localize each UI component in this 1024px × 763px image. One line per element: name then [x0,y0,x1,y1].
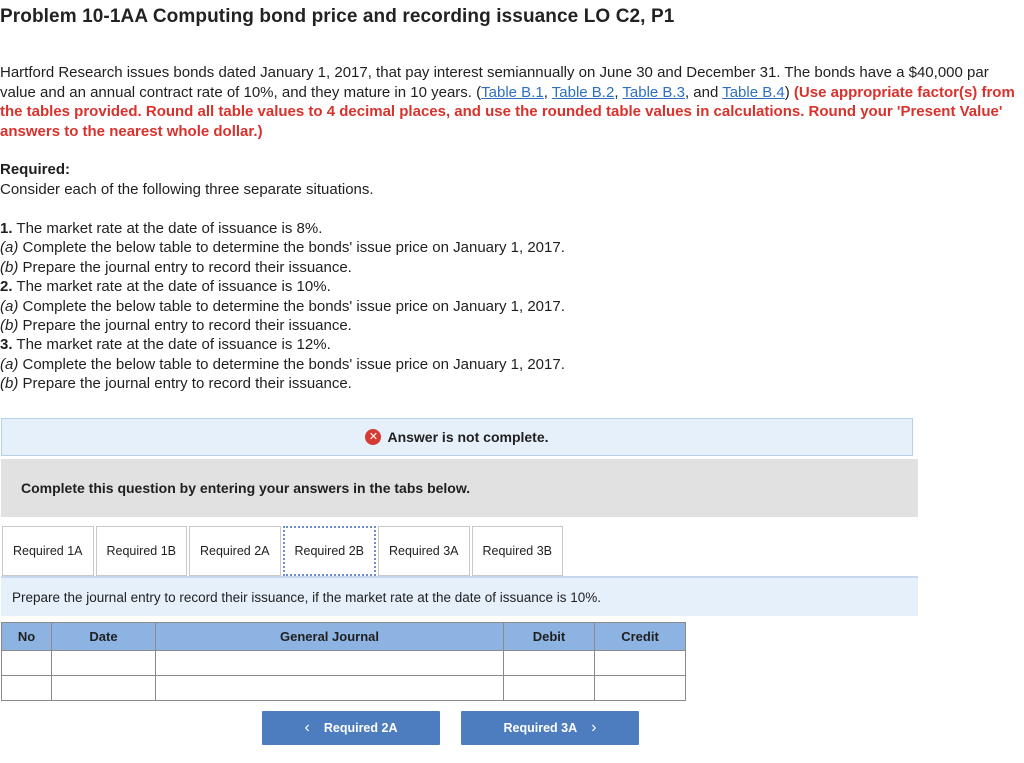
list-item: (a) Complete the below table to determine the bonds' issue price on January 1, 2017. [0,355,565,373]
tab-required-3a[interactable]: Required 3A [378,526,470,576]
table-b1-link[interactable]: Table B.1 [481,83,544,101]
next-required-3a-button[interactable] [461,711,639,745]
list-item: (b) Prepare the journal entry to record their issuance. [0,317,352,335]
column-header-credit: Credit [595,623,686,651]
tab-prompt: Prepare the journal entry to record their issuance, if the market rate at the date of issuance is 10%. [1,578,918,616]
rounding-instructions: (Use appropriate factor(s) from the tables provided. Round all table values to 4 decimal places, and use the rounded table values in calculations. Round your 'Present Value' answers to the nearest whole dollar.) [0,83,1015,140]
journal-header-row [2,623,686,651]
requirement-tabs [2,526,565,576]
list-item: 1. The market rate at the date of issuance is 8%. [0,220,323,237]
list-item: (b) Prepare the journal entry to record their issuance. [0,375,352,393]
list-item: (b) Prepare the journal entry to record their issuance. [0,258,352,276]
table-row [2,676,686,701]
intro-text: Hartford Research issues bonds dated January 1, 2017, that pay interest semiannually on June 30 and December 31. The bonds have a $40,000 par value and an annual contract rate of 10%, and they mature in 10 years. ( [0,64,989,101]
required-heading: Required: [0,161,71,178]
debit-cell[interactable] [504,676,595,701]
table-row [2,651,686,676]
answer-status-banner [1,418,913,456]
tab-required-1a[interactable]: Required 1A [2,526,94,576]
required-subtext: Consider each of the following three separate situations. [0,181,374,198]
tab-required-2b[interactable]: Required 2B [283,526,377,576]
table-b4-link[interactable]: Table B.4 [722,83,785,101]
list-item: 2. The market rate at the date of issuance is 10%. [0,278,331,296]
account-cell[interactable] [156,651,504,676]
credit-cell[interactable] [595,651,686,676]
list-item: (a) Complete the below table to determine the bonds' issue price on January 1, 2017. [0,297,565,315]
tab-required-2a[interactable]: Required 2A [189,526,281,576]
date-cell[interactable] [52,651,156,676]
chevron-left-icon: ‹ [304,719,310,736]
tab-required-3b[interactable]: Required 3B [472,526,564,576]
column-header-date: Date [52,623,156,651]
no-cell[interactable] [2,676,52,701]
list-item: (a) Complete the below table to determine the bonds' issue price on January 1, 2017. [0,239,565,257]
no-cell[interactable] [2,651,52,676]
column-header-debit: Debit [504,623,595,651]
column-header-general-journal: General Journal [156,623,504,651]
debit-cell[interactable] [504,651,595,676]
requirements-list [0,219,565,394]
prev-button-label: Required 2A [323,721,398,735]
next-button-label: Required 3A [503,721,578,735]
account-cell[interactable] [156,676,504,701]
prev-required-2a-button[interactable] [262,711,440,745]
tabs-instruction: Complete this question by entering your answers in the tabs below. [1,459,918,517]
close-circle-icon: ✕ [365,429,381,445]
table-b3-link[interactable]: Table B.3 [622,83,685,101]
tab-required-1b[interactable]: Required 1B [96,526,188,576]
credit-cell[interactable] [595,676,686,701]
journal-table [1,622,686,701]
list-item: 3. The market rate at the date of issuance is 12%. [0,336,331,354]
chevron-right-icon: › [591,719,597,736]
column-header-no: No [2,623,52,651]
problem-description: Hartford Research issues bonds dated January 1, 2017, that pay interest semiannually on June 30 and December 31. The bonds have a $40,000 par value and an annual contract rate of 10%, and they mature in 10 years. (Table B.1, Table B.2, Table B.3, and Table B.4) (Use appropriate factor(s) from the tables provided. Round all table values to 4 decimal places, and use the rounded table values in calculations. Round your 'Present Value' answers to the nearest whole dollar.) [0,64,1015,140]
answer-status-text: Answer is not complete. [387,429,549,445]
page-title: Problem 10-1AA Computing bond price and recording issuance LO C2, P1 [0,6,675,27]
table-b2-link[interactable]: Table B.2 [551,83,615,101]
date-cell[interactable] [52,676,156,701]
